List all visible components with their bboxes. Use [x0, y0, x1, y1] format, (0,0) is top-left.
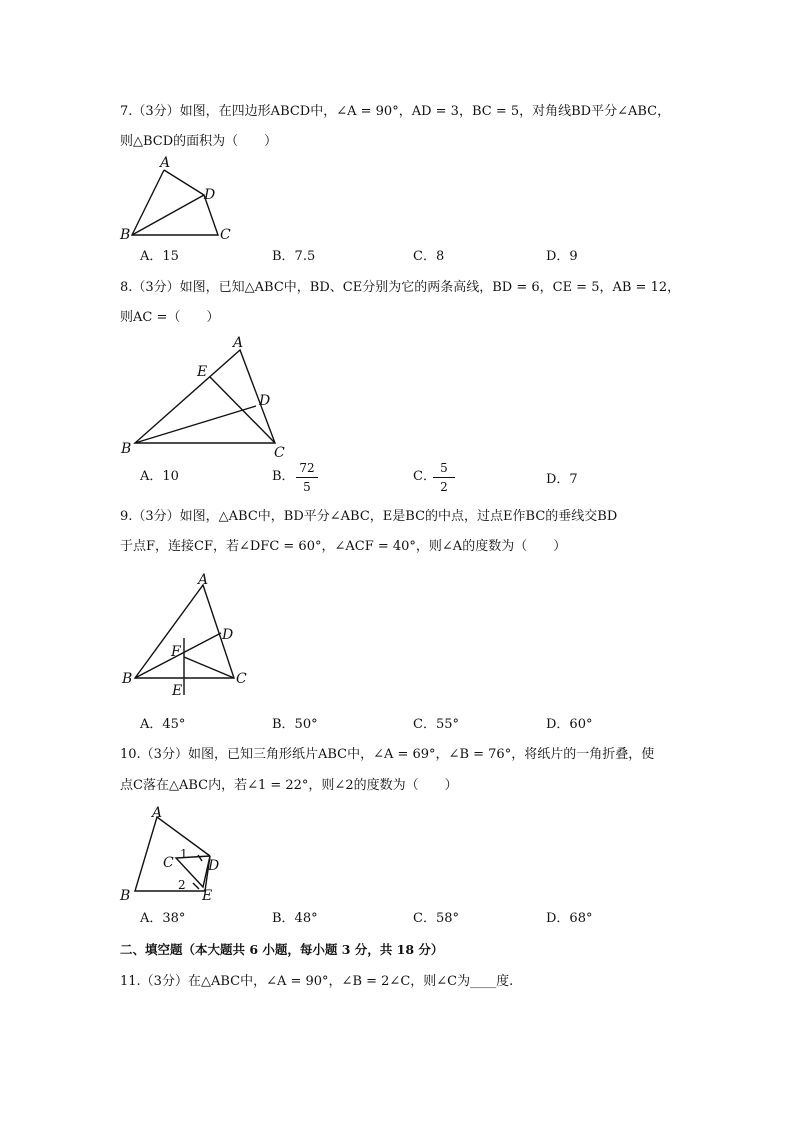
q8-label-b: B	[121, 441, 132, 457]
q7-stem-line1: 7.（3分）如图，在四边形ABCD中，∠A = 90°，AD = 3，BC = 5，对角线BD平分∠ABC，	[120, 104, 671, 119]
q9-figure	[118, 570, 258, 700]
q8-label-c: C	[274, 445, 285, 461]
q7-label-d: D	[204, 187, 216, 203]
q9-label-c: C	[236, 671, 247, 687]
q7-label-b: B	[120, 227, 131, 243]
q9-stem-line1: 9.（3分）如图，△ABC中，BD平分∠ABC，E是BC的中点，过点E作BC的垂线交BD	[120, 509, 618, 524]
q7-label-a: A	[160, 155, 171, 171]
q8-altitude-ce	[210, 377, 275, 443]
q8-option-b-fraction	[296, 460, 318, 495]
section-heading-fill-in: 二、填空题（本大题共 6 小题，每小题 3 分，共 18 分）	[120, 942, 444, 957]
q10-label-angle-2: 2	[178, 878, 186, 892]
q7-label-c: C	[220, 227, 231, 243]
q7-diagonal-bd	[132, 195, 204, 235]
q10-option-b: B．48°	[272, 911, 318, 926]
q8-stem-line2: 则AC =（ ）	[120, 310, 220, 325]
q10-stem-line1: 10.（3分）如图，已知三角形纸片ABC中，∠A = 69°，∠B = 76°，将纸片的一角折叠，使	[120, 747, 655, 762]
q8-option-b-denominator: 5	[303, 480, 311, 494]
q8-label-d: D	[259, 393, 271, 409]
q10-stem-line2: 点C落在△ABC内，若∠1 = 22°，则∠2的度数为（ ）	[120, 778, 458, 793]
q7-option-c: C．8	[413, 249, 445, 264]
q8-label-a: A	[233, 335, 244, 351]
q9-option-a: A．45°	[140, 717, 186, 732]
q8-option-d: D．7	[546, 472, 578, 487]
q8-option-c-denominator: 2	[440, 480, 448, 494]
q9-option-b: B．50°	[272, 717, 318, 732]
q7-option-a: A．15	[140, 249, 179, 264]
q10-option-a: A．38°	[140, 911, 186, 926]
q10-label-angle-1: 1	[180, 847, 188, 861]
q9-option-d: D．60°	[546, 717, 593, 732]
q10-label-a: A	[152, 805, 163, 821]
q11-stem: 11.（3分）在△ABC中，∠A = 90°，∠B = 2∠C，则∠C为____度.	[120, 974, 514, 989]
q9-label-e: E	[172, 683, 183, 699]
q9-label-b: B	[122, 671, 133, 687]
q8-option-c-fraction-bar	[433, 477, 455, 478]
q10-label-d: D	[208, 858, 220, 874]
q9-label-d: D	[222, 627, 234, 643]
q8-label-e: E	[197, 364, 208, 380]
q7-figure	[118, 155, 238, 245]
q8-option-a: A．10	[140, 469, 179, 484]
q7-stem-line2: 则△BCD的面积为（ ）	[120, 134, 278, 149]
q8-option-c-fraction	[433, 460, 455, 495]
q10-label-b: B	[120, 888, 131, 904]
q10-label-e: E	[202, 888, 213, 904]
q9-stem-line2: 于点F，连接CF，若∠DFC = 60°，∠ACF = 40°，则∠A的度数为（ ）	[120, 539, 567, 554]
q9-label-a: A	[198, 572, 209, 588]
q7-option-d: D．9	[546, 249, 578, 264]
q10-option-d: D．68°	[546, 911, 593, 926]
q8-option-b-prefix: B．	[272, 469, 295, 484]
q9-segment-cf	[184, 657, 234, 678]
q8-option-b-fraction-bar	[296, 477, 318, 478]
q9-label-f: F	[171, 644, 181, 660]
q10-triangle-outline	[135, 817, 210, 891]
q8-option-b-numerator: 72	[299, 461, 315, 475]
q10-figure	[118, 803, 238, 903]
q8-figure	[118, 333, 288, 461]
q9-option-c: C．55°	[413, 717, 459, 732]
q10-option-c: C．58°	[413, 911, 459, 926]
q8-altitude-bd	[135, 406, 256, 443]
q8-stem-line1: 8.（3分）如图，已知△ABC中，BD、CE分别为它的两条高线，BD = 6，CE = 5，AB = 12，	[120, 280, 681, 295]
q10-angle-mark-2	[193, 883, 199, 889]
q10-label-c: C	[163, 855, 174, 871]
q8-option-c-prefix: C．	[413, 469, 436, 484]
q8-option-c-numerator: 5	[440, 461, 448, 475]
q7-option-b: B．7.5	[272, 249, 316, 264]
